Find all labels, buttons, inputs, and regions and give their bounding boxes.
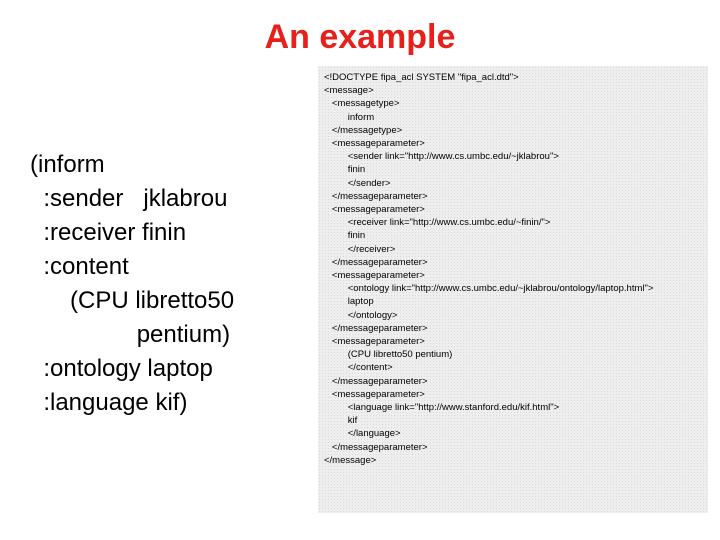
kqml-line: :sender jklabrou bbox=[30, 185, 228, 212]
xml-line: finin bbox=[324, 230, 366, 242]
xml-line: <messagetype> bbox=[324, 98, 400, 110]
xml-line: (CPU libretto50 pentium) bbox=[324, 349, 453, 361]
xml-line: <messageparameter> bbox=[324, 270, 425, 282]
xml-line: <messageparameter> bbox=[324, 204, 425, 216]
xml-line: </messageparameter> bbox=[324, 441, 428, 453]
kqml-line: (CPU libretto50 bbox=[30, 287, 235, 314]
xml-line: </content> bbox=[324, 362, 393, 374]
xml-line: <receiver link="http://www.cs.umbc.edu/~finin/"> bbox=[324, 217, 551, 229]
xml-line: </sender> bbox=[324, 177, 391, 189]
xml-line: <messageparameter> bbox=[324, 336, 425, 348]
xml-line: <message> bbox=[324, 85, 374, 97]
xml-line: <messageparameter> bbox=[324, 388, 425, 400]
xml-line: </messagetype> bbox=[324, 124, 403, 136]
xml-line: </language> bbox=[324, 428, 401, 440]
xml-line: <messageparameter> bbox=[324, 138, 425, 150]
xml-line: </message> bbox=[324, 454, 377, 466]
xml-line: kif bbox=[324, 415, 358, 427]
xml-line: </ontology> bbox=[324, 309, 398, 321]
xml-line: <sender link="http://www.cs.umbc.edu/~jklabrou"> bbox=[324, 151, 559, 163]
kqml-line: :receiver finin bbox=[30, 219, 187, 246]
kqml-line: (inform bbox=[30, 151, 105, 178]
xml-line: finin bbox=[324, 164, 366, 176]
xml-line: <!DOCTYPE fipa_acl SYSTEM "fipa_acl.dtd"> bbox=[324, 72, 519, 83]
xml-line: laptop bbox=[324, 296, 374, 308]
xml-line: inform bbox=[324, 111, 375, 123]
xml-line: </messageparameter> bbox=[324, 322, 428, 334]
xml-line: </messageparameter> bbox=[324, 375, 428, 387]
xml-message-panel bbox=[318, 66, 708, 513]
xml-line: </messageparameter> bbox=[324, 256, 428, 268]
xml-message-text bbox=[324, 71, 653, 467]
xml-line: <language link="http://www.stanford.edu/kif.html"> bbox=[324, 402, 560, 414]
kqml-line: :language kif) bbox=[30, 389, 188, 416]
xml-line: </receiver> bbox=[324, 243, 396, 255]
xml-line: <ontology link="http://www.cs.umbc.edu/~jklabrou/ontology/laptop.html"> bbox=[324, 283, 654, 295]
kqml-message-text bbox=[30, 148, 234, 420]
slide-title: An example bbox=[264, 18, 456, 56]
xml-line: </messageparameter> bbox=[324, 190, 428, 202]
kqml-line: :content bbox=[30, 253, 129, 280]
kqml-line: :ontology laptop bbox=[30, 355, 213, 382]
kqml-line: pentium) bbox=[30, 321, 231, 348]
